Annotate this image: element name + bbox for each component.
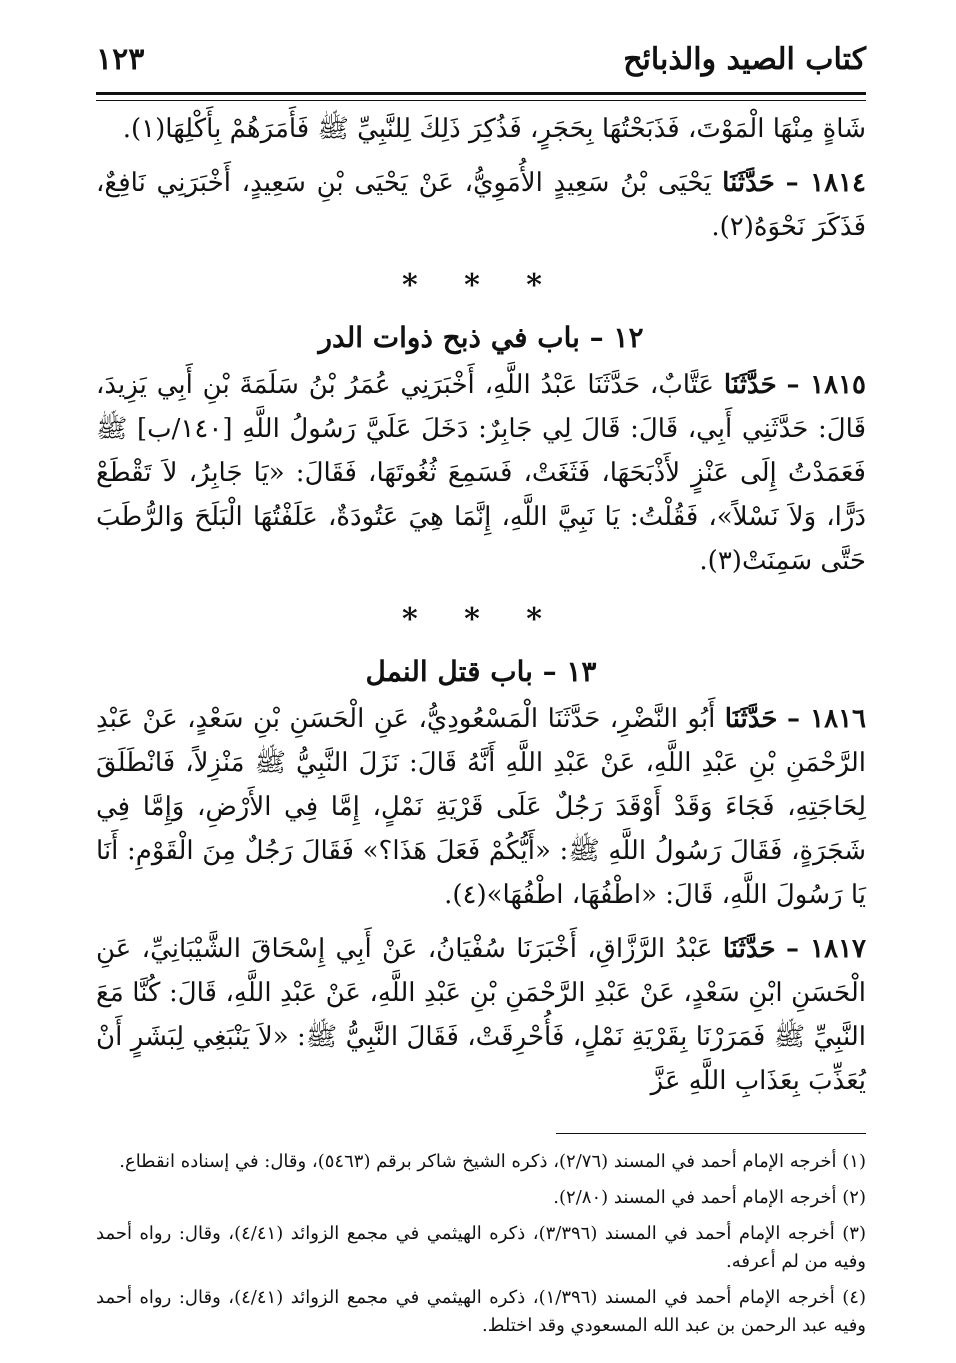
section-separator: * * * [402,602,560,637]
hadith-opening: حَدَّثَنَا [722,934,776,964]
footnote-rule [556,1133,866,1134]
hadith-1816 [96,697,866,917]
page-number: ١٢٣ [96,42,145,77]
footnote-2: (٢) أخرجه الإمام أحمد في المسند (٢/٨٠). [553,1187,866,1208]
hadith-number: ١٨١٥ – [786,370,866,400]
hadith-number: ١٨١٧ – [785,934,866,964]
book-page [96,32,866,1348]
hadith-1815 [96,363,866,583]
footnote-3: (٣) أخرجه الإمام أحمد في المسند (٣/٣٩٦)، ذكره الهيثمي في مجمع الزوائد (٤/٤١)، وقال: رواه أحمد وفيه من لم أعرفه. [96,1223,866,1272]
hadith-number: ١٨١٤ – [785,168,867,198]
footnote-4: (٤) أخرجه الإمام أحمد في المسند (١/٣٩٦)، ذكره الهيثمي في مجمع الزوائد (٤/٤١)، وقال: رواه أحمد وفيه عبد الرحمن بن عبد الله المسعودي وقد اختلط. [96,1287,866,1336]
hadith-1814 [96,161,866,249]
continued-text: شَاةٍ مِنْهَا الْمَوْتَ، فَذَبَحْتُهَا بِحَجَرٍ، فَذُكِرَ ذَلِكَ لِلنَّبِيِّ ﷺ فَأَمَرَهُمْ بِأَكْلِهَا(١). [122,114,866,144]
header-rule [96,92,866,101]
section-separator: * * * [402,268,560,303]
hadith-opening: حَدَّثَنَا [722,168,775,198]
chapter-heading-13: ١٣ – باب قتل النمل [365,655,597,688]
page-header [96,32,866,92]
hadith-opening: حَدَّثَنَا [723,370,777,400]
chapter-heading-12: ١٢ – باب في ذبح ذوات الدر [318,321,644,354]
hadith-text: عَتَّابٌ، حَدَّثَنَا عَبْدُ اللَّهِ، أَخْبَرَنِي عُمَرُ بْنُ سَلَمَةَ بْنِ أَبِي يَزِيدَ، قَالَ: حَدَّثَنِي أَبِي، قَالَ: قَالَ لِي جَابِرٌ: دَخَلَ عَلَيَّ رَسُولُ اللَّهِ [١٤٠/ب] ﷺ فَعَمَدْتُ إِلَى عَنْزٍ لأَذْبَحَهَا، فَثَغَتْ، فَسَمِعَ ثُغُوتَهَا، فَقَالَ: «يَا جَابِرُ، لاَ تَقْطَعْ دَرًّا، وَلاَ نَسْلاً»، فَقُلْتُ: يَا نَبِيَّ اللَّهِ، إِنَّمَا هِيَ عَتُودَةٌ، عَلَفْتُهَا الْبَلَحَ وَالرُّطَبَ حَتَّى سَمِنَتْ(٣). [96,370,866,576]
hadith-text: أَبُو النَّضْرِ، حَدَّثَنَا الْمَسْعُودِيُّ، عَنِ الْحَسَنِ بْنِ سَعْدٍ، عَنْ عَبْدِ الرَّحْمَنِ بْنِ عَبْدِ اللَّهِ، عَنْ عَبْدِ اللَّهِ أَنَّهُ قَالَ: نَزَلَ النَّبِيُّ ﷺ مَنْزِلاً، فَانْطَلَقَ لِحَاجَتِهِ، فَجَاءَ وَقَدْ أَوْقَدَ رَجُلٌ عَلَى قَرْيَةِ نَمْلٍ، إِمَّا فِي الأَرْضِ، وَإِمَّا فِي شَجَرَةٍ، فَقَالَ رَسُولُ اللَّهِ ﷺ: «أَيُّكُمْ فَعَلَ هَذَا؟» فَقَالَ رَجُلٌ مِنَ الْقَوْمِ: أَنَا يَا رَسُولَ اللَّهِ، قَالَ: «اطْفُهَا، اطْفُهَا»(٤). [96,704,866,910]
hadith-number: ١٨١٦ – [786,704,867,734]
footnote-1: (١) أخرجه الإمام أحمد في المسند (٢/٧٦)، ذكره الشيخ شاكر برقم (٥٤٦٣)، وقال: في إسناده انقطاع. [119,1151,866,1172]
hadith-text: عَبْدُ الرَّزَّاقِ، أَخْبَرَنَا سُفْيَانُ، عَنْ أَبِي إِسْحَاقَ الشَّيْبَانِيِّ، عَنِ الْحَسَنِ ابْنِ سَعْدٍ، عَنْ عَبْدِ الرَّحْمَنِ بْنِ عَبْدِ اللَّهِ، عَنْ عَبْدِ اللَّهِ، قَالَ: كُنَّا مَعَ النَّبِيِّ ﷺ فَمَرَرْنَا بِقَرْيَةِ نَمْلٍ، فَأُحْرِقَتْ، فَقَالَ النَّبِيُّ ﷺ: «لاَ يَنْبَغِي لِبَشَرٍ أَنْ يُعَذِّبَ بِعَذَابِ اللَّهِ عَزَّ [96,934,866,1096]
hadith-text: يَحْيَى بْنُ سَعِيدٍ الأُمَوِيُّ، عَنْ يَحْيَى بْنِ سَعِيدٍ، أَخْبَرَنِي نَافِعٌ، فَذَكَرَ نَحْوَهُ(٢). [96,168,866,242]
running-title: كتاب الصيد والذبائح [623,42,866,77]
footnotes [96,1148,866,1340]
hadith-1817 [96,927,866,1103]
hadith-opening: حَدَّثَنَا [724,704,778,734]
